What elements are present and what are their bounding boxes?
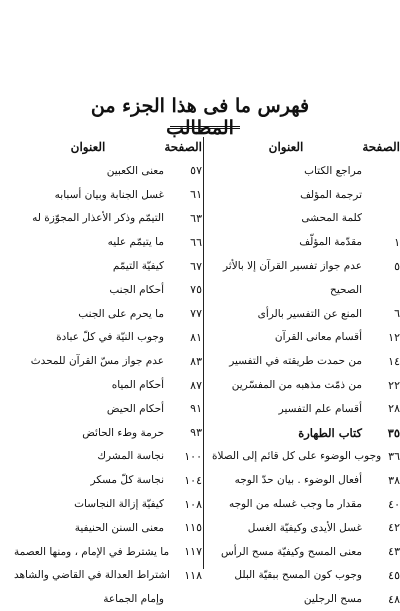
entry-title: كيفيّة التيمّم	[112, 260, 164, 273]
index-entry	[14, 492, 202, 516]
entry-page-number: ٨٣	[190, 354, 202, 368]
index-entry	[212, 278, 400, 302]
entry-title: أقسام علم التفسير	[278, 402, 362, 415]
index-entry	[212, 516, 400, 540]
page-title: فهرس ما فى هذا الجزء من المطالب	[90, 95, 310, 139]
entry-page-number: ٨١	[190, 330, 202, 344]
entry-page-number: ٤٢	[388, 521, 400, 535]
index-rows	[14, 159, 202, 611]
entry-title: ما يتيمّم عليه	[107, 236, 164, 249]
entry-page-number: ٣٨	[388, 473, 400, 487]
index-entry	[212, 540, 400, 564]
index-entry	[212, 183, 400, 207]
index-entry	[212, 397, 400, 421]
index-entry	[14, 445, 202, 469]
index-entry	[14, 183, 202, 207]
entry-title: غسل الأيدى وكيفيّة الغسل	[247, 521, 362, 534]
entry-page-number: ٨٧	[190, 378, 202, 392]
column-header	[212, 135, 400, 159]
entry-title: الصحيح	[330, 283, 362, 296]
entry-title: أحكام الحيض	[106, 402, 164, 415]
index-entry	[212, 445, 400, 469]
entry-page-number: ٣٥	[387, 425, 400, 440]
entry-title: المنع عن التفسير بالرأى	[257, 307, 362, 320]
index-entry	[212, 468, 400, 492]
entry-page-number: ٦١	[190, 188, 202, 202]
entry-page-number: ١١٥	[184, 521, 202, 535]
index-entry	[14, 254, 202, 278]
entry-page-number: ٦٧	[190, 259, 202, 273]
entry-title: ترجمة المؤلف	[300, 188, 362, 201]
entry-title: أحكام الجنب	[109, 283, 164, 296]
entry-title: نجاسة كلّ مسكر	[90, 474, 164, 487]
index-entry	[14, 159, 202, 183]
index-entry	[14, 468, 202, 492]
entry-page-number: ٥٧	[190, 164, 202, 178]
entry-title: التيمّم وذكر الأعذار المجوّزة له	[32, 212, 164, 225]
index-entry	[212, 159, 400, 183]
entry-title: عدم جواز تفسير القرآن إلا بالأثر	[222, 260, 362, 273]
entry-title: كلمة المحشى	[301, 212, 362, 225]
index-entry	[212, 564, 400, 588]
entry-page-number: ٤٥	[388, 568, 400, 582]
index-entry	[14, 516, 202, 540]
index-entry	[212, 349, 400, 373]
entry-title: أحكام المياه	[111, 379, 164, 392]
entry-title: كيفيّة إزالة النجاسات	[74, 498, 164, 511]
entry-page-number: ١٤	[388, 354, 400, 368]
entry-page-number: ١٢	[388, 330, 400, 344]
entry-title: ما يشترط في الإمام ، ومنها العصمة	[14, 545, 170, 558]
entry-title: وجوب كون المسح ببقيّة البلل	[234, 569, 362, 582]
index-entry	[14, 587, 202, 611]
index-entry	[212, 302, 400, 326]
index-entry	[14, 230, 202, 254]
title-ornament-rule	[170, 126, 240, 129]
entry-title: ما يحرم على الجنب	[78, 307, 164, 320]
entry-page-number: ١	[394, 235, 400, 249]
entry-title: نجاسة المشرك	[97, 450, 164, 463]
entry-page-number: ٩٣	[190, 426, 202, 440]
entry-page-number: ٤٠	[388, 497, 400, 511]
header-page-label: الصفحة	[164, 140, 202, 154]
entry-title: مقدار ما وجب غسله من الوجه	[228, 498, 362, 511]
entry-title: معنى الكعبين	[106, 164, 164, 177]
entry-page-number: ١٠٨	[184, 497, 202, 511]
entry-title: من حمدت طريقته في التفسير	[229, 355, 362, 368]
index-entry	[212, 373, 400, 397]
entry-title: مقدّمة المؤلّف	[299, 236, 362, 249]
entry-title: حرمة وطء الحائض	[82, 426, 164, 439]
entry-title: وجوب الوضوء على كل قائم إلى الصلاة	[212, 450, 382, 463]
entry-page-number: ٩١	[190, 402, 202, 416]
entry-title: كتاب الطهارة	[298, 425, 362, 440]
entry-title: معنى السنن الحنيفية	[74, 521, 164, 534]
entry-page-number: ١٠٤	[184, 473, 202, 487]
entry-page-number: ١١٨	[184, 568, 202, 582]
index-entry	[212, 207, 400, 231]
index-entry	[14, 564, 202, 588]
entry-page-number: ٦٦	[190, 235, 202, 249]
entry-page-number: ٧٧	[190, 307, 202, 321]
index-section-heading	[212, 421, 400, 445]
index-column-left	[14, 135, 202, 611]
index-entry	[212, 254, 400, 278]
entry-title: وجوب النيّة في كلّ عبادة	[56, 331, 164, 344]
entry-page-number: ٢٢	[388, 378, 400, 392]
entry-title: وإمام الجماعة	[103, 593, 164, 606]
header-title-label: العنوان	[70, 140, 106, 154]
entry-title: أقسام معانى القرآن	[274, 331, 362, 344]
entry-page-number: ٦	[394, 307, 400, 321]
entry-page-number: ٤٣	[388, 545, 400, 559]
entry-page-number: ٧٥	[190, 283, 202, 297]
index-entry	[14, 373, 202, 397]
entry-title: اشتراط العدالة في القاضي والشاهد	[14, 569, 170, 582]
entry-title: أفعال الوضوء . بيان حدّ الوجه	[234, 474, 362, 487]
header-page-label: الصفحة	[362, 140, 400, 154]
entry-page-number: ٤٨	[388, 592, 400, 606]
entry-title: غسل الجنابة وبيان أسبابه	[54, 188, 164, 201]
index-rows	[212, 159, 400, 611]
entry-page-number: ١١٧	[184, 545, 202, 559]
index-entry	[14, 397, 202, 421]
index-entry	[212, 230, 400, 254]
entry-page-number: ٦٣	[190, 211, 202, 225]
entry-page-number: ١٠٠	[184, 449, 202, 463]
index-entry	[14, 421, 202, 445]
entry-title: من ذمّت مذهبه من المفسّرين	[231, 379, 362, 392]
index-entry	[212, 326, 400, 350]
index-entry	[14, 349, 202, 373]
entry-title: معنى المسح وكيفيّة مسح الرأس	[220, 545, 362, 558]
index-entry	[14, 278, 202, 302]
entry-title: عدم جواز مسّ القرآن للمحدث	[30, 355, 164, 368]
entry-title: مسح الرجلين	[303, 593, 362, 606]
index-entry	[212, 587, 400, 611]
index-entry	[14, 302, 202, 326]
entry-page-number: ٣٦	[388, 449, 400, 463]
index-entry	[14, 326, 202, 350]
index-column-right	[212, 135, 400, 611]
entry-page-number: ٢٨	[388, 402, 400, 416]
header-title-label: العنوان	[268, 140, 304, 154]
column-header	[14, 135, 202, 159]
index-entry	[14, 540, 202, 564]
entry-page-number: ٥	[394, 259, 400, 273]
index-entry	[14, 207, 202, 231]
index-entry	[212, 492, 400, 516]
entry-title: مراجع الكتاب	[304, 164, 362, 177]
